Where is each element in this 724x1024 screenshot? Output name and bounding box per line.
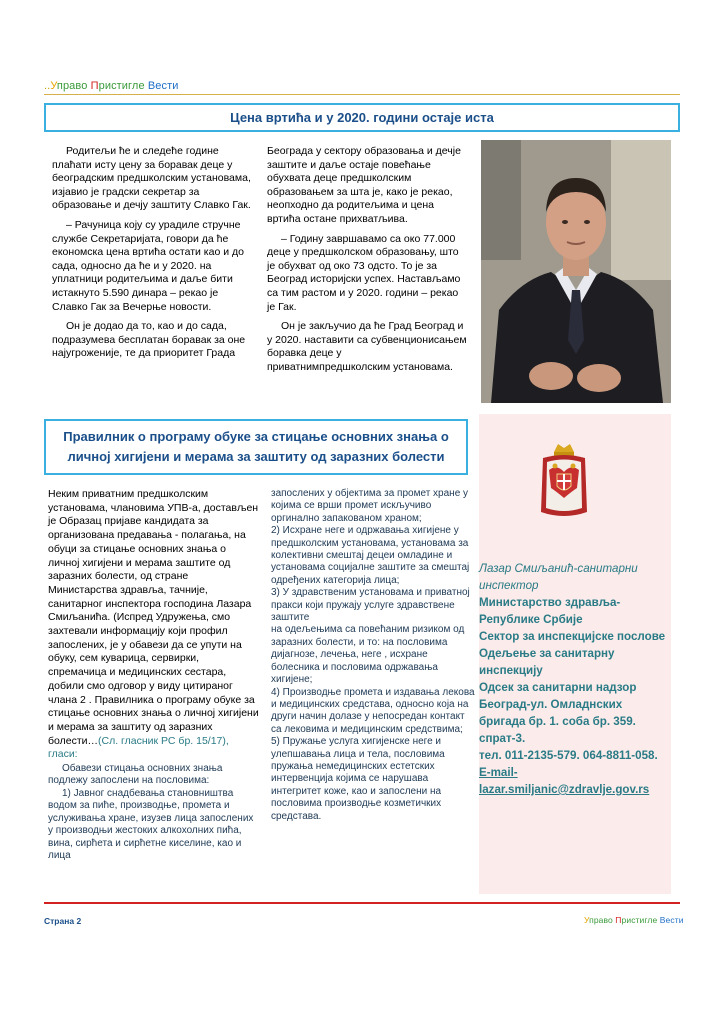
paragraph: Београда у сектору образовања и дечје заштите и даље остаје повећање обухвата деце предшколским образовањем за шта је, како је рекао, неопходно да родитељима и цена вртића остане прихватљива. xyxy=(267,145,461,225)
list-item: запослених у објектима за промет хране у којима се врши промет искључиво оргинално запакованом храном; xyxy=(271,488,469,524)
inspector-name: Лазар Смиљанић-санитарни инспектор xyxy=(479,562,638,592)
list-item: 4) Производње промета и издавања лекова и медицинских средстава, односно која на други начин долазе у непосредан контакт са лековима и медицинским средствима; xyxy=(271,686,475,735)
footer-brand: Управо Пристигле Вести xyxy=(584,915,684,925)
email-label: E-mail- xyxy=(479,766,518,779)
paragraph: Он је закључио да ће Град Београд и у 2020. наставити са субвенционисањем боравка деце у приватнимпредшколским установама. xyxy=(267,320,467,373)
unit: Одсек за санитарни надзор xyxy=(479,681,637,694)
paragraph: – Годину завршавамо са око 77.000 деце у предшколском образовању, што је обухват од око 73 одсто. То је за Београд историјски успех. Настављамо са тим растом и у 2020. години – рекао је Гак. xyxy=(267,232,461,313)
list-item: на одељењима са повећаним ризиком од заразних болести, и то: на пословима дијагнозе, лечења, неге , исхране болесника и пословима одржавања хигијене; xyxy=(271,624,465,686)
article1-column-2 xyxy=(267,145,467,381)
regulation-quote: Обавези стицања основних знања подлежу запослени на пословима: 1) Јавног снадбевања становништва водом за пиће, производње, промета и услуживања хране, изузев лица запослених у производњи жестоких алкохолних пића, вина, сирћета и сирћетне киселине, као и лица xyxy=(48,763,254,861)
paragraph: Он је додао да то, као и до сада, подразумева бесплатан боравак за оне најугроженије, те да приоритет Града xyxy=(52,320,246,360)
article1-title-box xyxy=(44,103,680,132)
address: Београд-ул. Омладнских бригада бр. 1. соба бр. 359. спрат-3. xyxy=(479,698,636,745)
sector: Сектор за инспекцијске послове xyxy=(479,630,666,643)
ministry: Министарство здравља-Републике Србије xyxy=(479,596,621,626)
article1-column-1 xyxy=(52,145,256,367)
email-link[interactable]: lazar.smiljanic@zdravlje.gov.rs xyxy=(479,783,650,796)
article2-column-2 xyxy=(271,488,477,823)
page-number: Страна 2 xyxy=(44,916,82,926)
article2-title-line2: личној хигијени и мерама за заштиту од заразних болести xyxy=(67,449,445,464)
footer-rule xyxy=(44,902,680,904)
department: Одељење за санитарну инспекцију xyxy=(479,647,615,677)
article2-title-line1: Правилник о програму обуке за стицање основних знања о xyxy=(63,429,449,444)
portrait-photo xyxy=(481,140,671,403)
header-brand: ..Управо Пристигле Вести xyxy=(44,80,179,92)
gazette-citation: (Сл. гласник РС бр. 15/17), гласи: xyxy=(48,734,229,761)
list-item: 3) У здравственим установама и приватној пракси који пружају услуге здравствене заштите xyxy=(271,587,470,624)
list-item: 2) Исхране неге и одржавања хигијене у предшколским установама, установама за колективни смештај децеи омладине и установама социјалне заштите за смештај одређених категорија лица; xyxy=(271,525,470,586)
paragraph: Родитељи ће и следеће годинe плаћати исту цену за боравак деце у београдским предшколским установама, изјавио је градски секретар за образовање и дечју заштиту Славко Гак. xyxy=(52,145,251,212)
header-rule xyxy=(44,94,680,95)
article2-body: Неким приватним предшколским установама, члановима УПВ-а, достављен је Образац пријаве кандидата за организована предавања - полагања, на обуци за стицање основних знања о личној хигијени и мерама заштите од заразних болести, од стране Министарства здравља, тачније, санитарног инспектора господина Лазара Смиљанића. (Испред Удружења, смо захтевали информацију који профил запослених, је у обавези да се упути на обуку, сем куварица, сервирки, спремачица и медицинских сестара, добили смо одговор у виду цитираног члана 2 . Правилника о програму обуке за стицање основних знања о личној хигијени и мерама за заштиту од заразних болести…(Сл. гласник РС бр. 15/17), гласи: xyxy=(48,488,259,761)
serbian-coat-of-arms-icon xyxy=(537,442,591,520)
paragraph: – Рачуница коју су урадиле стручне службе Секретаријата, говори да ће економска цена вртића остати као и до сада, односно да ће и у 2020. на уплатници родитељима и даље бити истакнуто 5.590 динара – рекао је Славко Гак за Вечерње новости. xyxy=(52,218,244,313)
contact-details xyxy=(479,560,669,798)
contact-sidebar xyxy=(479,414,671,894)
phone: тел. 011-2135-579. 064-8811-058. xyxy=(479,749,658,762)
article1-title: Цена вртића и у 2020. години остаје иста xyxy=(230,110,494,125)
list-item: 5) Пружање услуга хигијенске неге и улепшавања лица и тела, пословима пружања немедицинских естетских интервенција којима се нарушава интегритет коже, као и запослени на пословима производње козметичких средстава. xyxy=(271,736,445,822)
article2-title-box xyxy=(44,419,468,475)
article2-column-1 xyxy=(48,488,260,862)
portrait-figure-icon xyxy=(481,140,671,403)
